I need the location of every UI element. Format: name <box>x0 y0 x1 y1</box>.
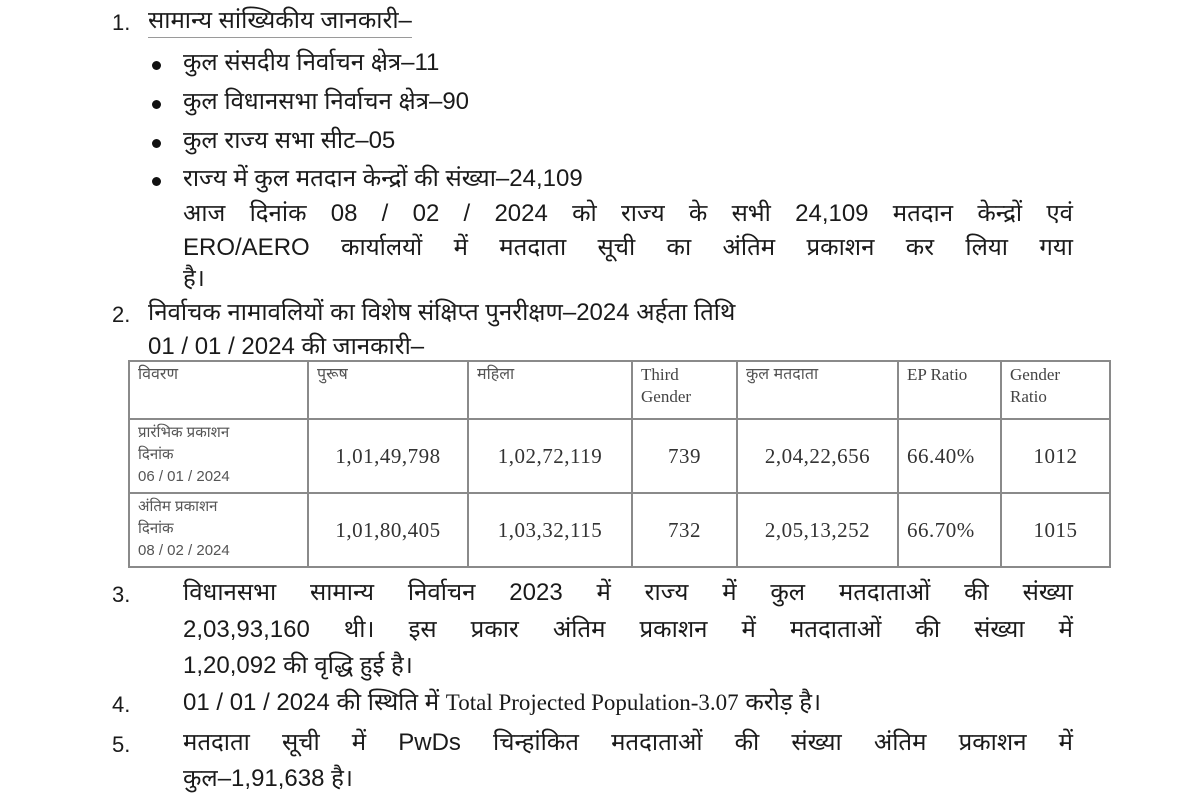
section-3-line-3: 1,20,092 की वृद्धि हुई है। <box>183 652 413 679</box>
header-gender-ratio: Gender Ratio <box>1001 361 1110 419</box>
section-1-number: 1. <box>112 10 131 35</box>
header-third-gender: Third Gender <box>632 361 737 419</box>
section-2-heading-line-1: निर्वाचक नामावलियों का विशेष संक्षिप्त पुनरीक्षण–2024 अर्हता तिथि <box>148 299 736 326</box>
header-total-voters: कुल मतदाता <box>737 361 898 419</box>
section-1-paragraph-line-3: है। <box>183 265 205 292</box>
table-row <box>129 493 1110 567</box>
voter-statistics-table <box>128 360 1111 568</box>
section-3-line-1: विधानसभा सामान्य निर्वाचन 2023 में राज्य में कुल मतदाताओं की संख्या <box>183 579 1073 606</box>
section-1-bullet-2: कुल विधानसभा निर्वाचन क्षेत्र–90 <box>183 88 470 115</box>
bullet-icon <box>152 61 161 70</box>
table-header-row <box>129 361 1110 419</box>
header-female: महिला <box>468 361 632 419</box>
row-label-line-2: दिनांक <box>138 520 174 537</box>
section-1-bullet-1: कुल संसदीय निर्वाचन क्षेत्र–11 <box>183 49 440 76</box>
row-label-date: 06 / 01 / 2024 <box>138 468 230 485</box>
cell-ep-ratio: 66.70% <box>898 493 1001 567</box>
row-label <box>129 419 308 493</box>
bullet-icon <box>152 177 161 186</box>
section-2-heading-line-2: 01 / 01 / 2024 की जानकारी– <box>148 333 425 360</box>
section-2-number: 2. <box>112 302 131 327</box>
cell-gender-ratio: 1015 <box>1001 493 1110 567</box>
cell-male: 1,01,49,798 <box>308 419 468 493</box>
cell-female: 1,02,72,119 <box>468 419 632 493</box>
row-label-line-1: अंतिम प्रकाशन <box>138 498 218 515</box>
row-label-line-1: प्रारंभिक प्रकाशन <box>138 424 230 441</box>
table-row <box>129 419 1110 493</box>
header-description: विवरण <box>129 361 308 419</box>
cell-total: 2,05,13,252 <box>737 493 898 567</box>
cell-male: 1,01,80,405 <box>308 493 468 567</box>
cell-third-gender: 732 <box>632 493 737 567</box>
section-4-number: 4. <box>112 692 131 717</box>
section-3-number: 3. <box>112 582 131 607</box>
cell-third-gender: 739 <box>632 419 737 493</box>
section-1-paragraph-line-1: आज दिनांक 08 / 02 / 2024 को राज्य के सभी 24,109 मतदान केन्द्रों एवं <box>183 200 1073 227</box>
cell-total: 2,04,22,656 <box>737 419 898 493</box>
section-4-text <box>183 688 821 718</box>
cell-female: 1,03,32,115 <box>468 493 632 567</box>
header-ep-ratio: EP Ratio <box>898 361 1001 419</box>
section-5-line-2: कुल–1,91,638 है। <box>183 765 353 792</box>
section-1-heading: सामान्य सांख्यिकीय जानकारी– <box>148 6 412 38</box>
cell-ep-ratio: 66.40% <box>898 419 1001 493</box>
section-1-paragraph-line-2: ERO/AERO कार्यालयों में मतदाता सूची का अंतिम प्रकाशन कर लिया गया <box>183 234 1073 261</box>
cell-gender-ratio: 1012 <box>1001 419 1110 493</box>
section-3-line-2: 2,03,93,160 थी। इस प्रकार अंतिम प्रकाशन में मतदाताओं की संख्या में <box>183 616 1073 643</box>
section-1-bullet-3: कुल राज्य सभा सीट–05 <box>183 127 396 154</box>
row-label-line-2: दिनांक <box>138 446 174 463</box>
section-5-number: 5. <box>112 732 131 757</box>
section-4-hindi: 01 / 01 / 2024 की स्थिति में <box>183 689 440 716</box>
row-label <box>129 493 308 567</box>
section-4-english: Total Projected Population-3.07 <box>445 690 739 715</box>
bullet-icon <box>152 139 161 148</box>
header-male: पुरूष <box>308 361 468 419</box>
section-1-bullet-4: राज्य में कुल मतदान केन्द्रों की संख्या–24,109 <box>183 165 583 192</box>
bullet-icon <box>152 100 161 109</box>
section-4-end: करोड़ है। <box>745 689 822 716</box>
section-5-line-1: मतदाता सूची में PwDs चिन्हांकित मतदाताओं की संख्या अंतिम प्रकाशन में <box>183 729 1073 756</box>
row-label-date: 08 / 02 / 2024 <box>138 542 230 559</box>
